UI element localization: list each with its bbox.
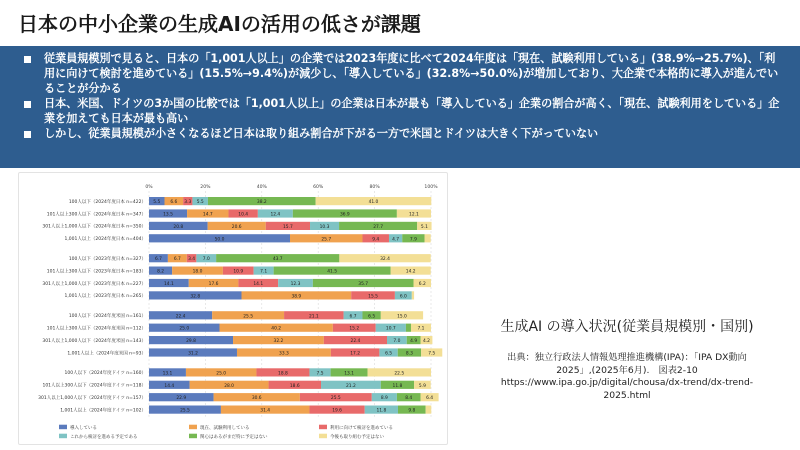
category-label: 101人以上300人以下（2023年度日本 n=183）: [46, 269, 146, 275]
data-label: 3.3: [184, 200, 192, 206]
category-label: 100人以下（2023年度日本 n=327）: [68, 257, 146, 263]
data-label: 10.4: [238, 212, 249, 218]
data-label: 40.2: [271, 326, 282, 332]
data-label: 27.7: [373, 224, 384, 230]
data-label: 6.6: [170, 200, 178, 206]
data-label: 25.0: [216, 371, 227, 377]
data-label: 21.2: [346, 383, 356, 389]
data-label: 19.6: [332, 408, 342, 414]
data-label: 14.7: [202, 212, 213, 218]
data-label: 8.9: [380, 396, 388, 402]
data-label: 10.3: [319, 224, 330, 230]
slide-title: 日本の中小企業の生成AIの活用の低さが課題: [18, 12, 421, 36]
data-label: 6.0: [399, 294, 407, 300]
source-line: 2025」,(2025年6月). 図表2-10: [556, 364, 698, 376]
data-label: 6.2: [418, 281, 426, 287]
data-label: 25.7: [321, 237, 332, 243]
data-label: 30.6: [251, 396, 262, 402]
category-label: 301人以上1,000人以下（2023年度日本 n=227）: [42, 281, 146, 287]
data-label: 28.0: [224, 383, 234, 389]
data-label: 7.5: [316, 371, 324, 377]
legend-label: 導入している: [70, 425, 97, 431]
category-label: 101人以上300人以下（2024年度日本 n=347）: [46, 212, 146, 218]
data-label: 31.4: [260, 408, 271, 414]
data-label: 7.1: [417, 326, 425, 332]
data-label: 15.5: [368, 294, 378, 300]
caption-title: 生成AI の導入状況(従業員規模別・国別): [500, 319, 754, 335]
category-label: 1,001人以上（2024年度ドイツ n=102）: [60, 408, 146, 414]
category-label: 1,001人以上（2023年度日本 n=265）: [64, 294, 146, 300]
data-label: 5.5: [153, 200, 161, 206]
data-label: 6.5: [385, 351, 393, 357]
category-label: 100人以下（2024年度米国 n=161）: [68, 314, 146, 320]
data-label: 14.1: [163, 281, 174, 287]
data-label: 29.8: [186, 339, 196, 345]
data-label: 14.2: [405, 269, 416, 275]
data-label: 22.4: [350, 339, 361, 345]
data-label: 22.9: [176, 396, 187, 402]
data-label: 18.8: [278, 371, 288, 377]
data-label: 22.4: [175, 314, 186, 320]
data-label: 15.0: [397, 314, 407, 320]
legend-label: 利用に向けて検討を進めている: [330, 425, 393, 431]
data-label: 15.7: [282, 224, 293, 230]
data-label: 20.8: [173, 224, 184, 230]
bar-segment: [426, 406, 432, 414]
data-label: 41.0: [368, 200, 379, 206]
legend-label: 関心はあるがまだ特に予定はない: [200, 434, 268, 440]
legend-swatch: [59, 434, 67, 439]
data-label: 25.5: [243, 314, 254, 320]
category-label: 101人以上300人以下（2024年度ドイツ n=118）: [42, 383, 146, 389]
bar-segment: [412, 291, 414, 299]
summary-bullet: 従業員規模別で見ると、日本の「1,001人以上」の企業では2023年度に比べて2024年度は「現在、試験利用している」(38.9%→25.7%)、「利用に向けて検討を進めている」(15.5%→9.4%)が減少し、「導入している」(32.8%→50.0%)が増加しており、大企業で本格的に導入が進んでいることが分かる: [44, 52, 779, 95]
source-citation: [472, 352, 782, 402]
data-label: 14.1: [253, 281, 264, 287]
legend-label: これから検討を進める予定である: [70, 434, 138, 440]
data-label: 14.4: [164, 383, 175, 389]
category-label: 1,001人以上（2024年度日本 n=404）: [64, 237, 146, 243]
data-label: 5.1: [420, 224, 428, 230]
data-label: 7.0: [202, 257, 210, 263]
category-label: 1,001人以上（2024年度米国 n=93）: [67, 351, 146, 357]
data-label: 32.2: [273, 339, 284, 345]
data-label: 6.5: [368, 314, 376, 320]
category-label: 100人以下（2024年度ドイツ n=160）: [64, 371, 146, 377]
data-label: 31.2: [188, 351, 198, 357]
data-label: 25.0: [179, 326, 190, 332]
category-label: 100人以下（2024年度日本 n=422）: [68, 199, 146, 205]
data-label: 41.5: [327, 269, 338, 275]
category-label: 101人以上300人以下（2024年度米国 n=112）: [46, 326, 146, 332]
x-tick-label: 0%: [145, 185, 153, 190]
data-label: 10.9: [233, 269, 244, 275]
data-label: 21.1: [308, 314, 319, 320]
category-label: 301人以上1,000人以下（2024年度日本 n=350）: [42, 224, 146, 230]
x-tick-label: 80%: [369, 185, 380, 190]
data-label: 33.3: [279, 351, 289, 357]
legend-swatch: [189, 425, 197, 430]
data-label: 9.8: [408, 408, 416, 414]
stacked-bar-chart: [19, 173, 449, 446]
data-label: 4.2: [422, 339, 430, 345]
data-label: 22.5: [394, 371, 405, 377]
summary-bullet: しかし、従業員規模が小さくなるほど日本は取り組み割合が下がる一方で米国とドイツは大きく下がっていない: [44, 127, 780, 142]
data-label: 11.8: [376, 408, 387, 414]
data-label: 15.2: [349, 326, 360, 332]
x-tick-label: 100%: [424, 185, 438, 190]
data-label: 38.2: [256, 200, 267, 206]
summary-box: [0, 46, 800, 168]
data-label: 7.0: [393, 339, 401, 345]
summary-bullet: 日本、米国、ドイツの3か国の比較では「1,001人以上」の企業は日本が最も「導入している」企業の割合が高く、「現在、試験利用をしている」企業を加えても日本が最も高い: [44, 96, 780, 125]
data-label: 3.4: [188, 257, 196, 263]
data-label: 7.5: [428, 351, 436, 357]
data-label: 25.5: [180, 408, 190, 414]
data-label: 8.2: [157, 269, 165, 275]
data-label: 4.9: [410, 339, 418, 345]
x-tick-label: 20%: [200, 185, 211, 190]
data-label: 7.9: [409, 237, 417, 243]
data-label: 4.7: [392, 237, 400, 243]
data-label: 11.8: [392, 383, 403, 389]
data-label: 8.4: [405, 396, 413, 402]
data-label: 36.9: [339, 212, 350, 218]
bar-segment: [406, 324, 411, 332]
data-label: 6.7: [349, 314, 357, 320]
data-label: 7.1: [260, 269, 268, 275]
legend-label: 現在、試験利用している: [200, 425, 250, 431]
data-label: 9.4: [372, 237, 380, 243]
data-label: 12.4: [270, 212, 281, 218]
data-label: 6.7: [173, 257, 181, 263]
data-label: 32.8: [190, 294, 201, 300]
x-tick-label: 40%: [256, 185, 267, 190]
data-label: 8.3: [405, 351, 413, 357]
data-label: 20.6: [231, 224, 242, 230]
data-label: 10.7: [385, 326, 396, 332]
legend-swatch: [59, 425, 67, 430]
data-label: 17.2: [350, 351, 361, 357]
data-label: 6.4: [426, 396, 434, 402]
data-label: 13.5: [163, 212, 173, 218]
data-label: 13.1: [344, 371, 354, 377]
data-label: 38.9: [291, 294, 302, 300]
x-tick-label: 60%: [313, 185, 324, 190]
data-label: 25.5: [330, 396, 341, 402]
legend-label: 今後も取り組む予定はない: [330, 434, 384, 440]
data-label: 12.3: [290, 281, 301, 287]
legend-swatch: [319, 434, 327, 439]
data-label: 43.7: [272, 257, 283, 263]
data-label: 50.0: [214, 237, 225, 243]
data-label: 35.7: [358, 281, 369, 287]
legend-swatch: [319, 425, 327, 430]
source-line: 出典：独立行政法人情報処理推進機構(IPA)：「IPA DX動向: [507, 352, 747, 363]
bar-segment: [425, 234, 431, 242]
data-label: 6.7: [154, 257, 162, 263]
category-label: 301人以上1,000人以下（2024年度米国 n=143）: [42, 338, 146, 344]
data-label: 13.1: [162, 371, 173, 377]
category-label: 301人以上1,000人以下（2024年度ドイツ n=157）: [38, 396, 146, 402]
data-label: 32.4: [380, 257, 390, 263]
data-label: 18.0: [192, 269, 203, 275]
data-label: 18.6: [289, 383, 300, 389]
source-line: https://www.ipa.go.jp/digital/chousa/dx-trend/dx-trend-: [500, 377, 754, 388]
source-line: 2025.html: [603, 389, 651, 401]
data-label: 5.9: [418, 383, 426, 389]
data-label: 12.1: [409, 212, 419, 218]
chart-panel: [18, 172, 448, 445]
legend-swatch: [189, 434, 197, 439]
data-label: 17.6: [208, 281, 219, 287]
data-label: 5.5: [196, 200, 204, 206]
